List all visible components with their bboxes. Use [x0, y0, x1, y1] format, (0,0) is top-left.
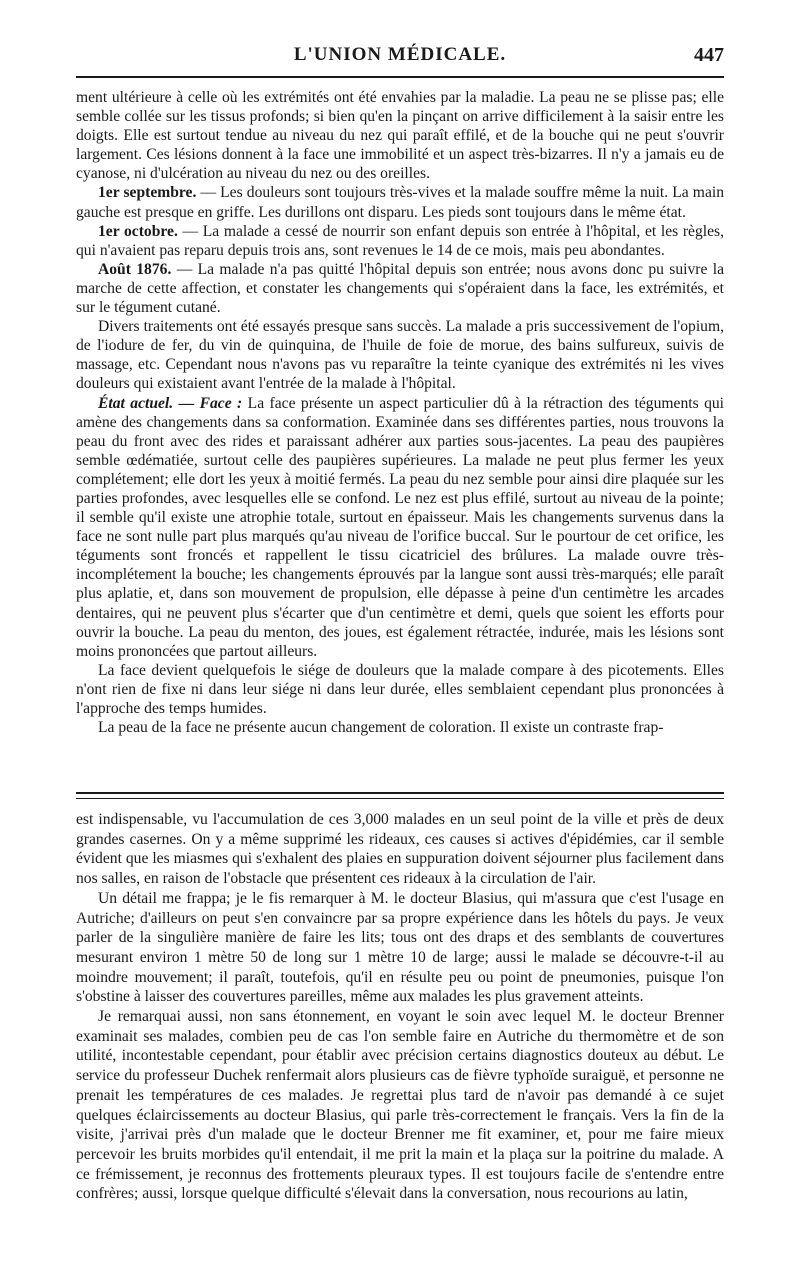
paragraph-douleurs: La face devient quelquefois le siége de douleurs que la malade compare à des picotements. Elles n'ont rien de fixe ni dans leur siége ni dans leur durée, elles semblaient cependant plus prononcées à l'approche des temps humides.	[76, 661, 724, 717]
paragraph-sept-1	[76, 183, 724, 221]
feuilleton-paragraph: est indispensable, vu l'accumulation de ces 3,000 malades en un seul point de la ville et près de deux grandes casernes. On y a même supprimé les rideaux, ces causes si actives d'épidémies, car il semble évident que les miasmes qui s'exhalent des plaies en suppuration doivent séjourner plus facilement dans nos salles, en raison de l'obstacle que présentent ces rideaux à la circulation de l'air.	[76, 811, 724, 888]
section-lead: État actuel. — Face :	[98, 394, 243, 412]
feuilleton-paragraph: Un détail me frappa; je le fis remarquer à M. le docteur Blasius, qui m'assura que c'est l'usage en Autriche; d'ailleurs on peut s'en convaincre par sa propre expérience dans les hôtels du pays. Je veux parler de la singulière manière de faire les lits; tous ont des draps et des semblants de couvertures mesurant environ 1 mètre 50 de long sur 1 mètre 10 de large; aussi le malade se découvre-t-il au moindre mouvement; il paraît, toutefois, qu'il en résulte peu ou point de pneumonies, puisque l'on s'obstine à laisser des couvertures pareilles, même aux malades les plus gravement atteints.	[76, 889, 724, 1006]
paragraph-text: La face présente un aspect particulier dû à la rétraction des téguments qui amène des changements dans sa conformation. Examinée dans ses différentes parties, nous trouvons la peau du front avec des rides et paraissant adhérer aux parties sous-jacentes. La peau des paupières semble œdématiée, surtout celle des paupières supérieures. La malade ne peut plus fermer les yeux complétement; elle dort les yeux à moitié fermés. La peau du nez semble pour ainsi dire plaquée sur les parties profondes, avec lesquelles elle se confond. Le nez est plus effilé, surtout au niveau de la pointe; il semble qu'il existe une atrophie totale, surtout en épaisseur. Mais les changements survenus dans la face ne sont nulle part plus marqués qu'au niveau de l'orifice buccal. Sur le pourtour de cet orifice, les téguments sont froncés et rappellent le tissu cicatriciel des brûlures. La malade ouvre très-incomplétement la bouche; les changements éprouvés par la langue sont aussi très-marqués; elle paraît plus aplatie, et, dans son mouvement de propulsion, elle dépasse à peine d'un centimètre les arcades dentaires, qui ne peuvent plus s'écarter que d'un centimètre et demi, quels que soient les efforts pour ouvrir la bouche. La peau du menton, des joues, est également rétractée, indurée, mais les lésions sont moins prononcées que partout ailleurs.	[76, 394, 724, 660]
paragraph-text: — Les douleurs sont toujours très-vives et la malade souffre même la nuit. La main gauche est presque en griffe. Les durillons ont disparu. Les pieds sont toujours dans le même état.	[76, 184, 724, 221]
paragraph-text: — La malade a cessé de nourrir son enfant depuis son entrée à l'hôpital, et les règles, qui n'avaient pas reparu depuis trois ans, sont revenues le 14 de ce mois, mais peu abondantes.	[76, 222, 724, 259]
date-lead: 1er octobre.	[98, 222, 178, 240]
feuilleton-rule-bottom	[76, 798, 724, 799]
feuilleton-paragraph: Je remarquai aussi, non sans étonnement, en voyant le soin avec lequel M. le docteur Brenner examinait ses malades, combien peu de cas l'on semble faire en Autriche du thermomètre et de son utilité, incontestable cependant, pour établir avec précision certains diagnostics douteux au début. Le service du professeur Duchek renfermait alors plusieurs cas de fièvre typhoïde suraiguë, et personne ne prenait les températures de ces malades. Je regrettai plus tard de n'avoir pas demandé à ce sujet quelques éclaircissements au docteur Blasius, qui parle très-correctement le français. Vers la fin de la visite, j'arrivai près d'un malade que le docteur Brenner me fit examiner, et, pour me faire mieux percevoir les bruits morbides qu'il entendait, il me prit la main et la plaça sur la poitrine du malade. A ce frémissement, je reconnus des frottements pleuraux types. Il est toujours facile de s'entendre entre confrères; aussi, lorsque quelque difficulté s'élevait dans la conversation, nous recourions au latin,	[76, 1008, 724, 1203]
running-title: L'UNION MÉDICALE.	[293, 44, 507, 65]
article-body	[76, 88, 724, 737]
header-rule	[76, 76, 724, 78]
paragraph-continuation: ment ultérieure à celle où les extrémités ont été envahies par la maladie. La peau ne se plisse pas; elle semble collée sur les tissus profonds; si bien qu'en la pinçant on arrive difficilement à la saisir entre les doigts. Elle est surtout tendue au niveau du nez qui paraît effilé, et de la bouche qui ne peut s'ouvrir largement. Ces lésions donnent à la face une immobilité et un aspect très-bizarres. Il n'y a jamais eu de cyanose, ni d'ulcération au niveau du nez ou des oreilles.	[76, 89, 724, 183]
paragraph-treatments: Divers traitements ont été essayés presque sans succès. La malade a pris successivement de l'opium, de l'iodure de fer, du vin de quinquina, de l'huile de foie de morue, des bains sulfureux, suivis de massage, etc. Cependant nous n'avons pas vu reparaître la teinte cyanique des extrémités ni les vives douleurs qui existaient avant l'entrée de la malade à l'hôpital.	[76, 318, 724, 393]
date-lead: 1er septembre.	[98, 184, 197, 202]
paragraph-aug-1876	[76, 260, 724, 317]
paragraph-coloration: La peau de la face ne présente aucun changement de coloration. Il existe un contraste frap-	[98, 719, 664, 737]
feuilleton-rule-top	[76, 792, 724, 794]
date-lead: Août 1876.	[98, 260, 172, 278]
paragraph-oct-1	[76, 222, 724, 260]
page-number: 447	[694, 44, 724, 66]
feuilleton-body	[76, 810, 724, 1204]
paragraph-text: — La malade n'a pas quitté l'hôpital depuis son entrée; nous avons donc pu suivre la marche de cette affection, et constater les changements qui s'opéraient dans la face, les extrémités, et sur le tégument cutané.	[76, 260, 724, 317]
page-header	[76, 44, 724, 74]
paragraph-etat-actuel	[76, 394, 724, 661]
